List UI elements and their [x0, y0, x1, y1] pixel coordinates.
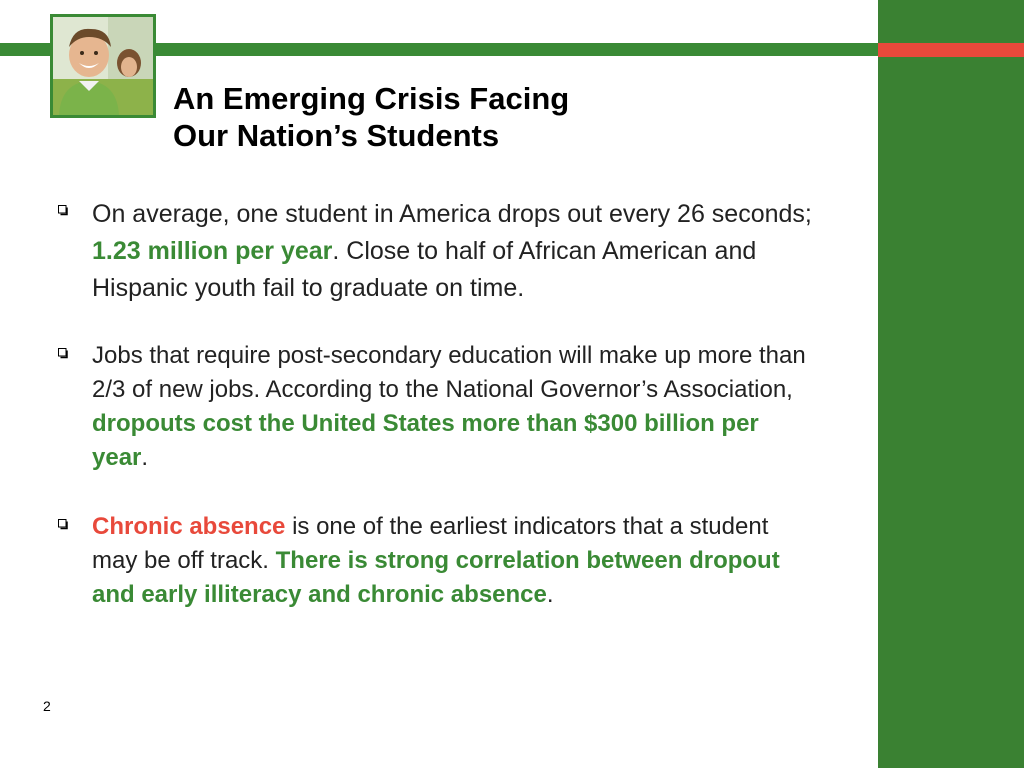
student-photo-image [53, 17, 153, 115]
bullet-item-dropout-rate [58, 196, 818, 307]
bullet-highlight: dropouts cost the United States more than $300 billion per year [92, 410, 759, 471]
bullet-text: Jobs that require post-secondary education will make up more than 2/3 of new jobs. According to the National Governor’s Association, [92, 342, 806, 403]
bullet-list [58, 196, 818, 612]
bullet-highlight: 1.23 million per year [92, 237, 333, 265]
bullet-text: . [546, 581, 554, 608]
side-panel [878, 0, 1024, 768]
slide-title-line-2: Our Nation’s Students [173, 118, 500, 153]
bullet-text: On average, one student in America drops out every 26 seconds; [92, 200, 812, 228]
slide-title [173, 80, 569, 154]
bullet-text: . Close to half of African American and Hispanic youth fail to graduate on time. [92, 237, 757, 302]
bullet-text: . [141, 444, 149, 471]
side-accent-stripe [878, 43, 1024, 57]
bullet-highlight: There is strong correlation between dropout and early illiteracy and chronic absence [92, 547, 780, 608]
slide-title-line-1: An Emerging Crisis Facing [173, 81, 570, 116]
bullet-square-icon [58, 205, 69, 216]
page-number: 2 [43, 698, 51, 714]
bullet-item-chronic-absence [58, 510, 818, 612]
bullet-square-icon [58, 519, 69, 530]
student-photo [50, 14, 156, 118]
bullet-text: is one of the earliest indicators that a student may be off track. [92, 513, 769, 574]
bullet-lead-highlight: Chronic absence [92, 513, 286, 540]
bullet-square-icon [58, 348, 69, 359]
bullet-item-jobs-education [58, 339, 818, 475]
